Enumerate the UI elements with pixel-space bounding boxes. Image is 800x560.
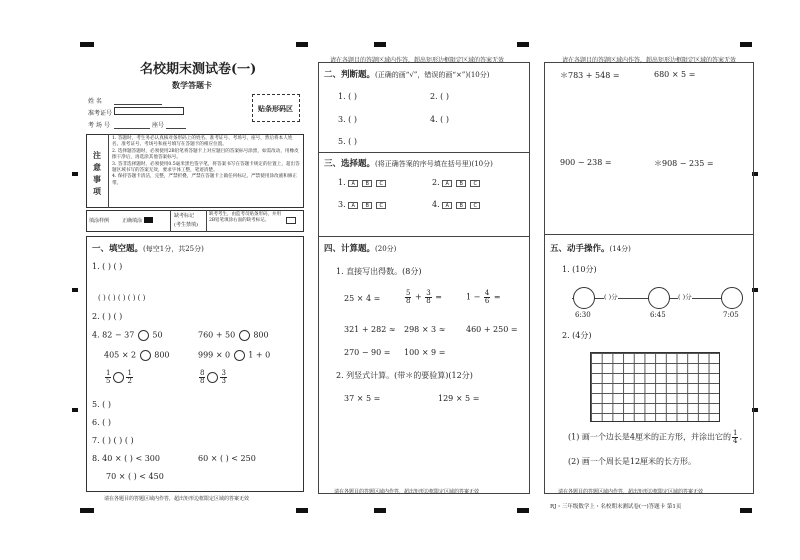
s4-calc-7[interactable]: 270 − 90 = [344,348,391,357]
footer-note: 请在各题目的答题区域内作答，超出矩形边框限定区域的答案无效 [334,489,480,495]
time-label-3: 7:05 [723,311,739,319]
s1-q4b[interactable]: 760 + 50 800 [198,330,269,340]
s4-title: 四、计算题。(20分) [324,244,397,254]
notice-item: 2. 选择题答题时，必须使用2B铅笔将答题卡上对应题目的答案标号涂黑，如需改动，用橡皮擦干净后，再选涂其他答案标号。 [112,148,299,161]
fill-divider [206,210,207,232]
s4-vertical-1[interactable]: 37 × 5 = [344,394,381,403]
s4-vertical-2[interactable]: 129 × 5 = [438,394,480,403]
time-label-1: 6:30 [575,311,591,319]
header-note: 请在各题目的答题区域内作答，超出矩形边框限定区域的答案无效 [330,57,505,64]
middle-column [318,62,530,494]
s1-q5[interactable]: 5. ( ) [92,400,111,409]
notice-divider [108,134,109,208]
section-divider [544,234,754,235]
s4-part2: 2. 列竖式计算。(带＊的要验算)(12分) [336,371,473,380]
exam-title: 名校期末测试卷(一) [140,62,257,77]
s2-title: 二、判断题。(正确的画“√”，错误的画“×”)(10分) [324,70,490,80]
s4-vertical-4[interactable]: 680 × 5 = [654,70,696,79]
s3-q1[interactable]: 1. A B C [338,178,390,187]
room-label: 考 场 号 [88,122,110,129]
exam-no-field[interactable] [114,107,184,115]
footer-note: 请在各题目的答题区域内作答，超出矩形边框限定区域的答案无效 [558,489,704,495]
absent-sublabel: (考生禁填) [174,222,198,228]
wrong-fill-label: 填涂样例 [89,218,110,224]
s5-draw-1: (1) 画一个边长是4厘米的正方形，并涂出它的 $\frac{1}{4}$ . [568,429,742,445]
s2-item-5[interactable]: 5. ( ) [338,137,357,146]
timing-mark [374,508,386,513]
s1-q4c[interactable]: 405 × 2 800 [104,350,170,360]
page-footer: RJ・三年级数学上・名校期末测试卷(一)答题卡 第1页 [550,504,682,510]
timing-mark [374,42,386,47]
s4-calc-2[interactable]: $\frac{5}{8}$ + $\frac{3}{8}$ = [406,289,442,305]
timing-mark [517,42,529,47]
timing-mark [80,508,94,513]
s1-q1[interactable]: 1. ( ) ( ) [92,262,123,271]
section-divider [318,152,530,153]
absent-checkbox[interactable] [286,217,296,224]
s2-item-1[interactable]: 1. ( ) [338,92,357,101]
notice-item: 1. 答题时，考生务必认真核对条形码上的姓名、准考证号、考场号、座号，然后将本人姓名、准考证号、考场号和座号填写在答题卡的相应位置。 [112,136,293,148]
name-label: 姓 名 [88,98,102,105]
absent-label: 缺考标记 [174,213,195,219]
notice-title-2: 意 [93,162,101,172]
notice-title-4: 项 [93,186,101,196]
s2-item-3[interactable]: 3. ( ) [338,115,357,124]
answer-sheet-subtitle: 数学答题卡 [172,80,212,90]
correct-fill-label: 正确填涂 [122,218,143,224]
barcode-label: 贴条形码区 [258,104,293,113]
s2-item-4[interactable]: 4. ( ) [430,115,449,124]
room-field[interactable] [114,128,150,129]
timing-mark [296,508,308,513]
s4-part1: 1. 直接写出得数。(8分) [336,267,422,276]
timing-mark [740,508,752,513]
notice-title-1: 注 [93,150,101,160]
timing-mark [72,408,78,412]
clock-icon [573,287,595,309]
header-note: 请在各题目的答题区域内作答，超出矩形边框限定区域的答案无效 [562,57,737,64]
clock-icon [721,287,743,309]
time-label-2: 6:45 [650,311,666,319]
duration-2[interactable]: ( )分 [678,293,692,301]
section-divider [318,236,530,237]
timing-mark [80,42,94,47]
s5-q2: 2. (4分) [562,331,592,340]
drawing-grid[interactable] [590,352,720,422]
notice-item: 4. 保持答题卡清洁，完整，严禁折叠，严禁在答题卡上做任何标记，严禁使用涂改液和修正带。 [112,174,298,186]
filled-sample [144,217,153,223]
notice-title-3: 事 [93,174,101,184]
s1-q8a[interactable]: 8. 40 × ( ) < 300 [92,454,160,463]
s4-calc-8[interactable]: 100 × 9 = [404,348,446,357]
seat-label: 座号 [152,122,165,129]
timing-mark [296,42,308,47]
s1-q8b[interactable]: 60 × ( ) < 250 [198,454,256,463]
s1-q4f[interactable]: $\frac{8}{8}$ $\frac{3}{3}$ [200,369,226,385]
s1-q7[interactable]: 7. ( ) ( ) ( ) [92,436,134,445]
s2-item-2[interactable]: 2. ( ) [430,92,449,101]
s3-title: 三、选择题。(将正确答案的序号填在括号里)(10分) [324,159,493,169]
s3-q4[interactable]: 4. A B C [432,200,484,209]
s4-calc-4[interactable]: 321 + 282 ≈ [344,325,396,334]
s4-calc-6[interactable]: 460 + 250 = [466,325,518,334]
s1-q1b[interactable]: ( ) ( ) ( ) ( ) ( ) [98,294,146,302]
clock-icon [648,287,670,309]
s1-q4e[interactable]: $\frac{1}{5}$ $\frac{1}{2}$ [106,369,132,385]
s5-q1: 1. (10分) [562,265,597,274]
name-field[interactable] [114,104,162,105]
notice-item: 3. 答非选择题时，必须使用0.5毫米黑色签字笔，将答案书写在答题卡规定的位置上，超出答题区域书写的答案无效，要求字体工整，笔迹清楚。 [112,161,300,174]
s4-calc-1[interactable]: 25 × 4 = [344,294,381,303]
s1-q4d[interactable]: 999 × 0 1 + 0 [198,350,271,360]
s1-q8c[interactable]: 70 × ( ) < 450 [106,472,164,481]
s1-q4a[interactable]: 4. 82 − 37 50 [92,330,163,340]
timing-mark [740,42,752,47]
s4-calc-5[interactable]: 298 × 3 ≈ [404,325,446,334]
absent-note: 缺考考生，由监考员贴条形码，并用2B铅笔填涂右面的缺考标记。 [209,212,281,223]
left-column [86,50,304,502]
s3-q3[interactable]: 3. A B C [338,200,390,209]
seat-field[interactable] [166,128,186,129]
notice-text [112,136,300,187]
footer-note: 请在各题目的答题区域内作答，超出矩形边框限定区域的答案无效 [104,496,250,502]
fill-divider [170,210,171,232]
timing-mark [517,508,529,513]
s5-draw-2: (2) 画一个周长是12厘米的长方形。 [568,457,697,466]
s4-vertical-5[interactable]: 900 − 238 = [560,158,612,167]
s4-calc-3[interactable]: 1 − $\frac{4}{6}$ = [466,289,501,305]
duration-1[interactable]: ( )分 [604,293,618,301]
s3-q2[interactable]: 2. A B C [432,178,484,187]
exam-no-label: 准考证号 [88,110,113,117]
s1-q6[interactable]: 6. ( ) [92,418,111,427]
s1-q2[interactable]: 2. ( ) ( ) [92,312,123,321]
s5-title: 五、动手操作。(14分) [550,244,631,254]
s1-title: 一、填空题。(每空1分，共25分) [92,244,204,254]
s4-vertical-3[interactable]: ＊783 + 548 = [560,71,620,80]
timing-mark [72,288,78,292]
s4-vertical-6[interactable]: ＊908 − 235 = [654,159,714,168]
timing-mark [72,172,78,176]
